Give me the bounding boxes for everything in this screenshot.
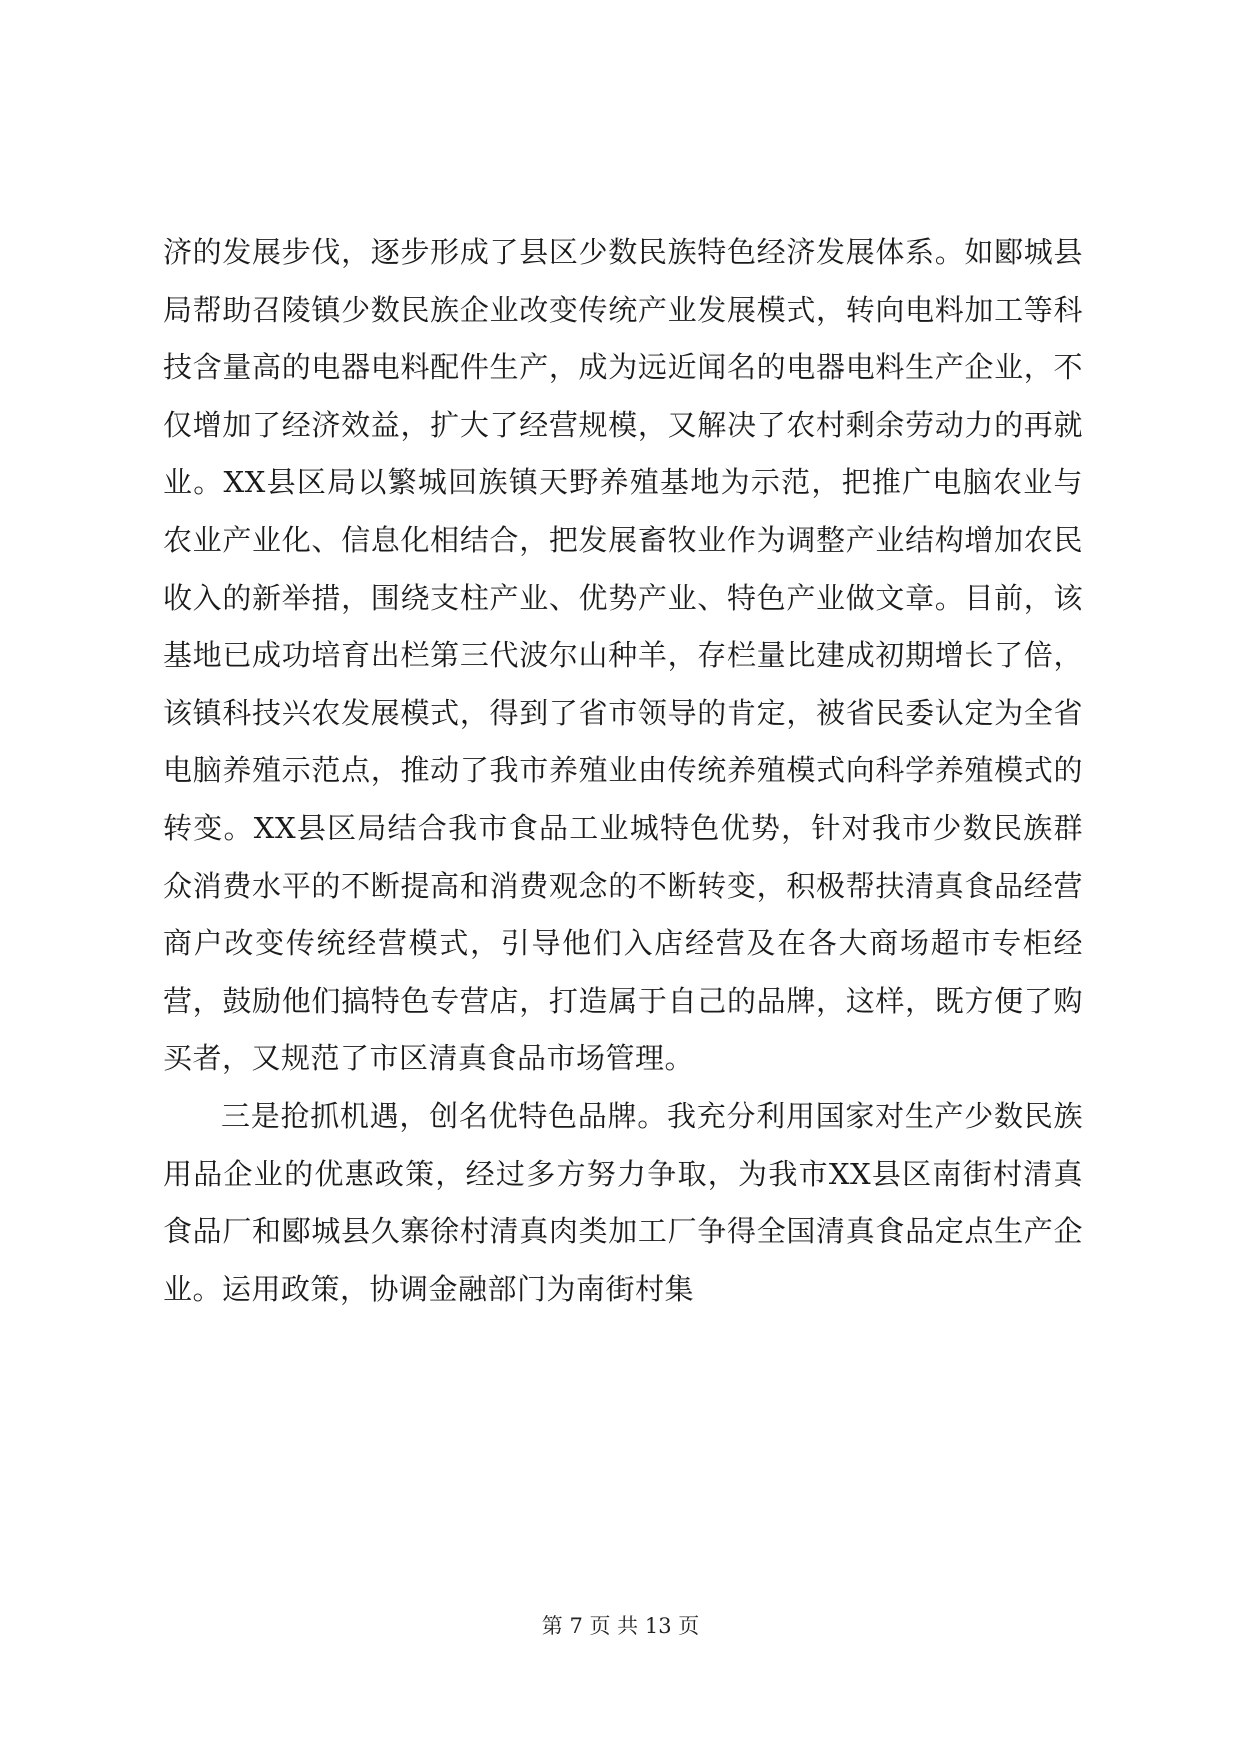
document-body — [163, 224, 1083, 1318]
page-footer: 第 7 页 共 13 页 — [541, 1614, 700, 1638]
paragraph-continued: 济的发展步伐，逐步形成了县区少数民族特色经济发展体系。如郾城县局帮助召陵镇少数民族企业改变传统产业发展模式，转向电料加工等科技含量高的电器电料配件生产，成为远近闻名的电器电料生产企业，不仅增加了经济效益，扩大了经营规模，又解决了农村剩余劳动力的再就业。XX县区局以繁城回族镇天野养殖基地为示范，把推广电脑农业与农业产业化、信息化相结合，把发展畜牧业作为调整产业结构增加农民收入的新举措，围绕支柱产业、优势产业、特色产业做文章。目前，该基地已成功培育出栏第三代波尔山种羊，存栏量比建成初期增长了倍，该镇科技兴农发展模式，得到了省市领导的肯定，被省民委认定为全省电脑养殖示范点，推动了我市养殖业由传统养殖模式向科学养殖模式的转变。XX县区局结合我市食品工业城特色优势，针对我市少数民族群众消费水平的不断提高和消费观念的不断转变，积极帮扶清真食品经营商户改变传统经营模式，引导他们入店经营及在各大商场超市专柜经营，鼓励他们搞特色专营店，打造属于自己的品牌，这样，既方便了购买者，又规范了市区清真食品市场管理。 — [163, 235, 1083, 1076]
paragraph-three: 三是抢抓机遇，创名优特色品牌。我充分利用国家对生产少数民族用品企业的优惠政策，经过多方努力争取，为我市XX县区南街村清真食品厂和郾城县久寨徐村清真肉类加工厂争得全国清真食品定点生产企业。运用政策，协调金融部门为南街村集 — [163, 1098, 1083, 1306]
